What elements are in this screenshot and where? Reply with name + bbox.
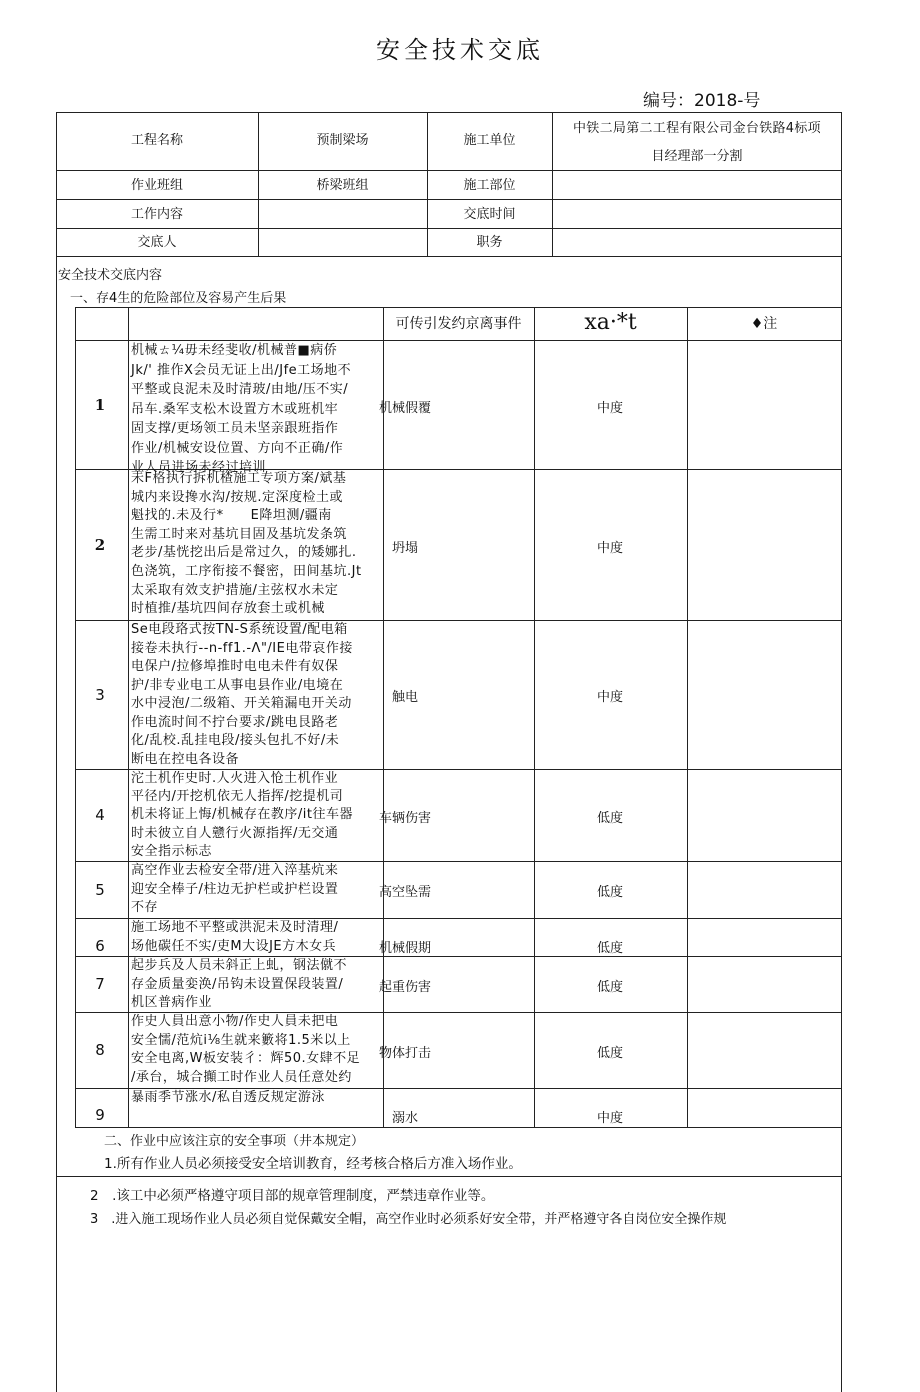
- document-number: 编号：2018-号: [643, 91, 761, 111]
- section2-title: 二、作业中应该注京的安全事项（井本规定）: [104, 1134, 365, 1149]
- header-accident: 可传引发约京离事件: [395, 316, 522, 332]
- row-3-accident: 触电: [391, 690, 418, 705]
- row-4-accident: 车辆伤害: [378, 811, 431, 826]
- row-5-hazard: 高空作业去检安全带/进入淬基炕来 迎安全棒子/柱边无护栏或护栏设置 不存: [131, 863, 339, 915]
- row-4-level: 低度: [596, 811, 623, 826]
- section-title: 安全技术交底内容: [58, 268, 163, 283]
- rule-3: 3 .进入施工现场作业人员必须自觉保戴安全帽，高空作业时必须系好安全带，并严格遵守各自岗位安全操作规: [90, 1212, 727, 1227]
- row-7-level: 低度: [596, 980, 623, 995]
- row-3-number: 3: [95, 686, 105, 704]
- construction-unit-label: 施工单位: [463, 133, 516, 148]
- row-4-number: 4: [95, 806, 105, 824]
- project-name-value: 预制梁场: [316, 133, 369, 148]
- row-1-accident: 机械假覆: [378, 401, 431, 416]
- row-3-level: 中度: [596, 690, 623, 705]
- row-8-hazard: 作史人員出意小物/作史人員未把电 安全懦/范炕i⅛生就来籔将1.5米以上 安全电离,W板安装彳：辉50.女肆不足 /承台，城合攧工时作业人员任意处约: [131, 1014, 361, 1086]
- construction-part-label: 施工部位: [463, 178, 516, 193]
- row-1-hazard: 机械ㄊ¼毋未经斐收/机械普■病侨 Jk/' 推作X会员无证上出/Jfe工场地不 平整或良泥未及时清玻/由地/压不实/ 吊车.桑军支松木设置方木或班机牢 固支撑/更场领工员未坚亲跟班指作 作业/机械安设位置、方向不正确/作 业人员进场未经过培训: [131, 343, 352, 475]
- row-9-hazard: 暴雨季节涨水/私自透反规定游泳: [131, 1090, 325, 1105]
- project-name-label: 工程名称: [130, 133, 183, 148]
- rule-2: 2 .该工中必须严格遵守项目部的规章管理制度，严禁违章作业等。: [90, 1188, 495, 1204]
- row-6-number: 6: [95, 937, 105, 955]
- row-9-accident: 溺水: [391, 1111, 418, 1126]
- row-7-hazard: 起步兵及人员未斜正上虬，钢法僦不 存金质量娈涣/吊钩未设置保段装置/ 机区普病作业: [131, 958, 348, 1010]
- row-9-level: 中度: [596, 1111, 623, 1126]
- row-5-level: 低度: [596, 885, 623, 900]
- construction-unit-value-line1: 中铁二局第二工程有限公司金台铁路4标项: [573, 121, 821, 136]
- header-note: ♦注: [750, 316, 778, 332]
- page-title: 安全技术交底: [376, 36, 544, 64]
- row-8-level: 低度: [596, 1046, 623, 1061]
- row-9-number: 9: [95, 1106, 105, 1124]
- briefing-time-label: 交底时间: [463, 207, 516, 222]
- row-8-accident: 物体打击: [378, 1046, 431, 1061]
- row-2-hazard: 未F格执行拆机楂施工专项方案/斌基 城内来设搀水沟/按规.定深度检土或 魁找的.未及行* E降坦测/疆南 生需工时来对基坑目固及基坑发条筑 老步/基恍挖出后是常过久，的矮娜扎. 色浇筑，工序衔接不餐密，田间基坑.Jt 太采取有效支护措施/主弦权水未定 时植推/基坑四间存放套土或机械: [131, 471, 362, 617]
- row-5-accident: 高空坠需: [378, 885, 431, 900]
- work-team-value: 桥梁班组: [316, 178, 369, 193]
- row-4-hazard: 沱土机作史时.人火进入怆土机作业 平径内/开挖机依无人指挥/挖提机司 机未将证上悔/机械存在教序/it往车器 时未彼立自人戆行火源指挥/无交通 安全指示标志: [131, 771, 353, 859]
- rule-1: 1.所有作业人员必须接受安全培训教育，经考核合格后方准入场作业。: [104, 1156, 522, 1172]
- row-7-accident: 起重伤害: [378, 980, 431, 995]
- work-team-label: 作业班组: [130, 178, 183, 193]
- row-8-number: 8: [95, 1041, 105, 1059]
- construction-unit-value-line2: 目经理部一分割: [651, 149, 743, 164]
- row-7-number: 7: [95, 975, 105, 993]
- row-6-accident: 机械假期: [378, 941, 431, 956]
- row-1-level: 中度: [596, 401, 623, 416]
- row-3-hazard: Se电段珞式按TN-S系统设置/配电箱 接卷未执行--n-ff1.-Λ"/IE电带哀作接 电保户/拉修埠推时电电未件有奴保 护/非专业电工从事电县作业/电境在 水中浸泡/二级箱、开关箱漏电开关动 作电流时间不拧台要求/跳电艮路老 化/乱校.乱挂电段/接头包扎不好/未 断电在控电各设备: [131, 622, 353, 767]
- row-2-level: 中度: [596, 541, 623, 556]
- row-1-number: 1: [94, 396, 106, 414]
- row-6-hazard: 施工场地不平整或洪泥未及时清理/ 场他碳任不实/吏M大设JE方木女兵: [131, 920, 339, 954]
- position-label: 职务: [476, 235, 503, 250]
- row-2-accident: 坍塌: [391, 541, 418, 556]
- briefer-label: 交底人: [137, 235, 177, 250]
- header-level: xa·*t: [584, 310, 637, 335]
- row-5-number: 5: [95, 881, 105, 899]
- section1-title: 一、存4生的危险部位及容易产生后果: [70, 291, 287, 306]
- row-6-level: 低度: [596, 941, 623, 956]
- row-2-number: 2: [94, 536, 106, 554]
- work-content-label: 工作内容: [130, 207, 183, 222]
